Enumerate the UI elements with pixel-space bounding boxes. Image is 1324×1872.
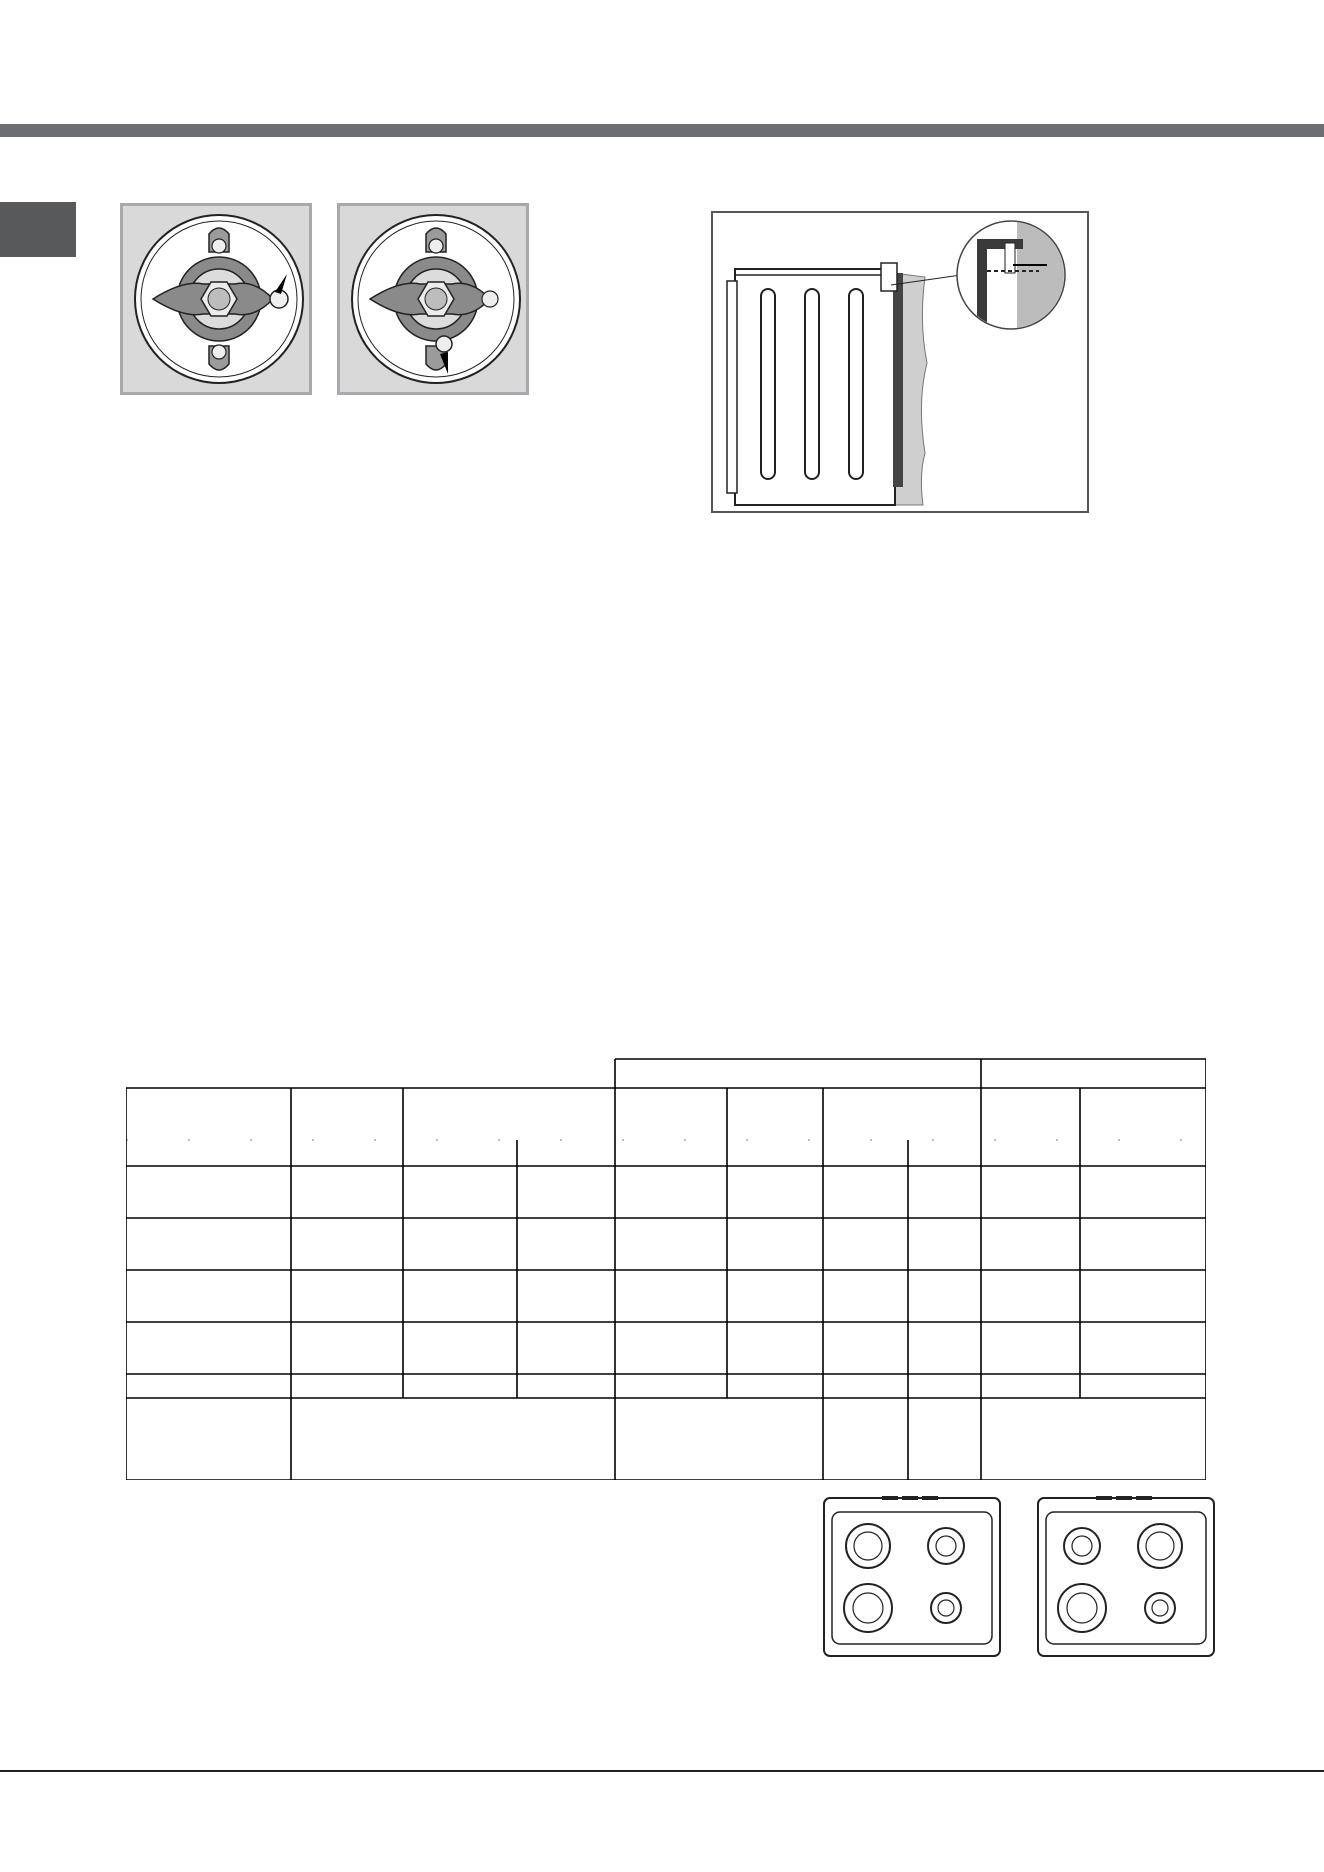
burner-figure-1 <box>120 203 312 395</box>
burner-figure-2 <box>337 203 529 395</box>
language-tab <box>0 202 76 257</box>
footer-rule <box>0 1770 1324 1772</box>
hob-layout-figure-1 <box>822 1494 1002 1661</box>
header-bar <box>0 124 1324 137</box>
hob-layout-figure-2 <box>1036 1494 1216 1661</box>
oven-installation-figure <box>711 211 1089 513</box>
burner-data-table <box>126 1058 1206 1480</box>
